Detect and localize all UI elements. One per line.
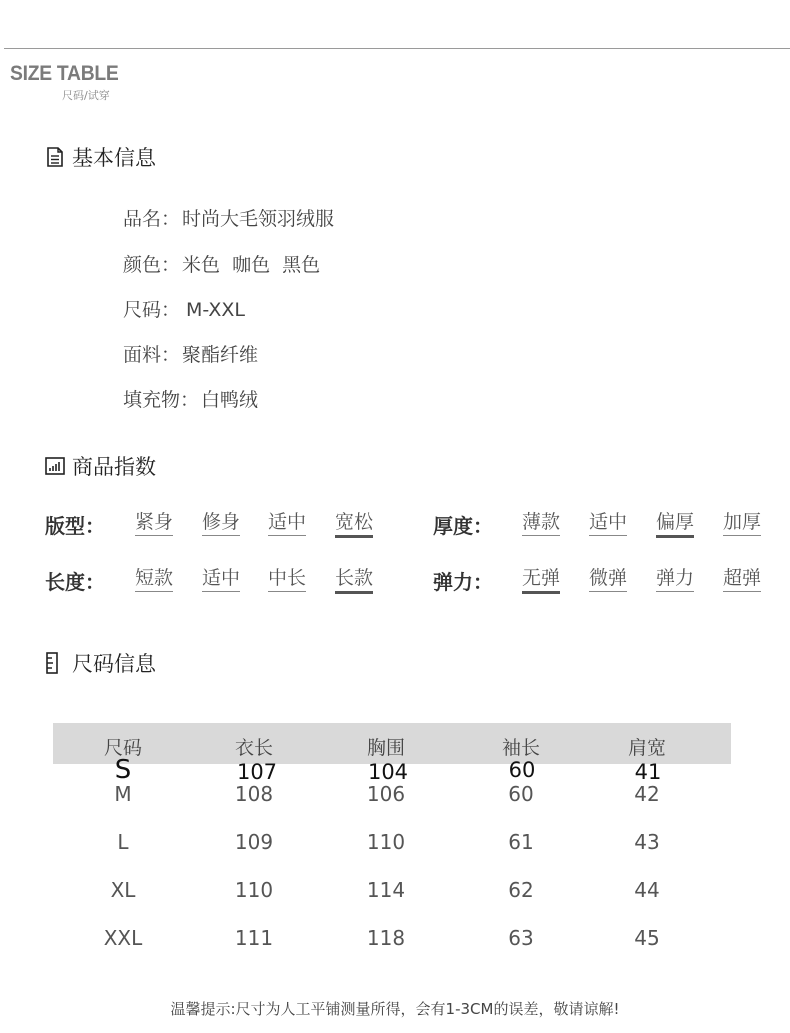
table-header-size: 尺码 bbox=[103, 737, 143, 759]
table-cell: XL bbox=[110, 878, 136, 902]
info-label: 面料： bbox=[123, 344, 181, 366]
index-option: 薄款 bbox=[522, 511, 560, 536]
index-option: 适中 bbox=[589, 511, 627, 536]
index-label-length: 长度： bbox=[45, 570, 105, 594]
index-option: 紧身 bbox=[135, 511, 173, 536]
table-cell: L bbox=[117, 830, 129, 854]
table-cell: 62 bbox=[508, 878, 534, 902]
index-label-elasticity: 弹力： bbox=[433, 570, 493, 594]
ruler-icon bbox=[45, 653, 59, 673]
info-value: 聚酯纤维 bbox=[182, 344, 259, 366]
top-divider bbox=[4, 48, 790, 49]
info-value: M-XXL bbox=[186, 299, 245, 321]
table-cell: 106 bbox=[366, 782, 406, 806]
index-option: 适中 bbox=[202, 567, 240, 592]
basic-info-title: 基本信息 bbox=[72, 146, 156, 170]
info-row-fabric bbox=[123, 340, 258, 367]
index-option: 加厚 bbox=[723, 511, 761, 536]
product-index-title: 商品指数 bbox=[72, 455, 156, 479]
table-cell: 110 bbox=[366, 830, 406, 854]
info-row-color bbox=[123, 250, 320, 277]
table-header-shoulder: 肩宽 bbox=[627, 737, 667, 759]
index-option-selected: 宽松 bbox=[335, 511, 373, 538]
table-cell: XXL bbox=[103, 926, 143, 950]
info-value: 白鸭绒 bbox=[201, 389, 259, 411]
bar-chart-icon bbox=[45, 456, 65, 476]
info-label: 颜色： bbox=[123, 254, 181, 276]
index-option: 中长 bbox=[268, 567, 306, 592]
size-table-subtitle: 尺码/试穿 bbox=[62, 89, 110, 102]
info-label: 品名： bbox=[123, 208, 181, 230]
info-row-name bbox=[123, 204, 334, 231]
table-cell: 107 bbox=[236, 760, 278, 784]
index-option: 短款 bbox=[135, 567, 173, 592]
info-row-filling bbox=[123, 385, 258, 412]
table-header-sleeve: 袖长 bbox=[501, 737, 541, 759]
info-row-size bbox=[123, 295, 245, 322]
table-cell: 45 bbox=[634, 926, 660, 950]
table-cell: 109 bbox=[234, 830, 274, 854]
footer-note: 温馨提示:尺寸为人工平铺测量所得，会有1-3CM的误差，敬请谅解! bbox=[170, 1000, 620, 1018]
table-cell: M bbox=[114, 782, 132, 806]
table-cell: 108 bbox=[234, 782, 274, 806]
index-option: 适中 bbox=[268, 511, 306, 536]
table-cell: 63 bbox=[508, 926, 534, 950]
table-cell: 114 bbox=[366, 878, 406, 902]
index-option-selected: 长款 bbox=[335, 567, 373, 594]
table-cell: 44 bbox=[634, 878, 660, 902]
index-label-fit: 版型： bbox=[45, 514, 105, 538]
table-cell: 41 bbox=[634, 760, 662, 784]
size-table-title: SIZE TABLE bbox=[10, 62, 119, 85]
index-label-thickness: 厚度： bbox=[433, 514, 493, 538]
table-cell: 110 bbox=[234, 878, 274, 902]
table-cell: 60 bbox=[508, 782, 534, 806]
index-option: 超弹 bbox=[723, 567, 761, 592]
index-option: 弹力 bbox=[656, 567, 694, 592]
table-cell: 104 bbox=[367, 760, 409, 784]
table-cell: 111 bbox=[234, 926, 274, 950]
info-value: 时尚大毛领羽绒服 bbox=[182, 208, 335, 230]
index-option-selected: 偏厚 bbox=[656, 511, 694, 538]
table-cell: 60 bbox=[508, 758, 536, 782]
table-cell: 61 bbox=[508, 830, 534, 854]
size-info-title: 尺码信息 bbox=[72, 652, 156, 676]
table-cell: S bbox=[114, 755, 132, 785]
index-option: 微弹 bbox=[589, 567, 627, 592]
basic-info-heading bbox=[45, 142, 156, 172]
table-cell: 118 bbox=[366, 926, 406, 950]
size-info-heading bbox=[45, 648, 156, 678]
table-cell: 42 bbox=[634, 782, 660, 806]
table-header-length: 衣长 bbox=[234, 737, 274, 759]
table-cell: 43 bbox=[634, 830, 660, 854]
info-value: 米色 咖色 黑色 bbox=[182, 254, 321, 276]
product-index-heading bbox=[45, 451, 156, 481]
index-option: 修身 bbox=[202, 511, 240, 536]
info-label: 尺码： bbox=[123, 299, 181, 321]
document-icon bbox=[45, 147, 65, 167]
info-label: 填充物： bbox=[123, 389, 200, 411]
index-option-selected: 无弹 bbox=[522, 567, 560, 594]
table-header-chest: 胸围 bbox=[366, 737, 406, 759]
